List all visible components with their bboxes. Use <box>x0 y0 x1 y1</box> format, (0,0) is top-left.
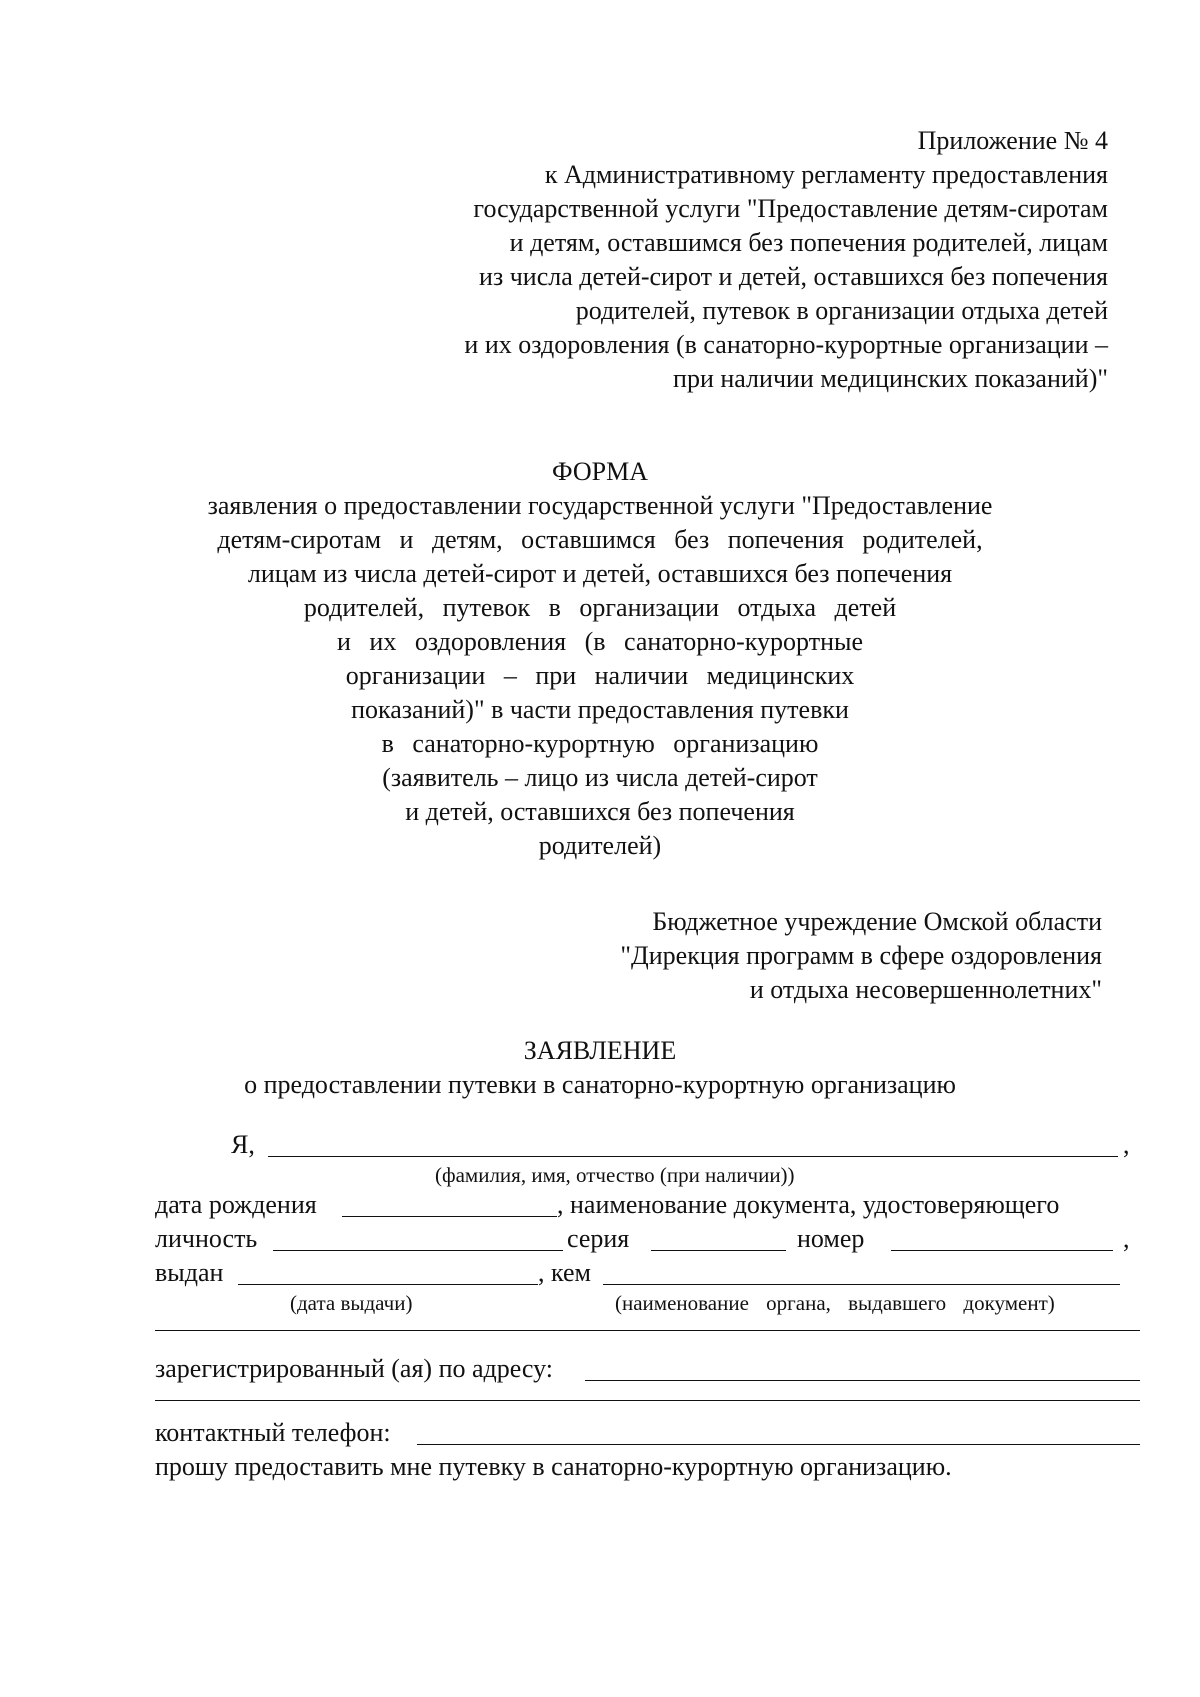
birth-row <box>155 1188 1140 1222</box>
form-heading-line: детям-сиротам и детям, оставшимся без попечения родителей, <box>217 525 983 554</box>
issue-date-field[interactable] <box>238 1260 538 1285</box>
form-heading-line: организации – при наличии медицинских <box>345 661 855 690</box>
appendix-line: Приложение № 4 <box>917 126 1108 155</box>
issued-by-label: , кем <box>538 1258 591 1287</box>
form-heading-line: показаний)" в части предоставления путевки <box>351 695 849 724</box>
appendix-line: родителей, путевок в организации отдыха детей <box>575 296 1108 325</box>
form-heading-line: и их оздоровления (в санаторно-курортные <box>336 627 863 656</box>
recipient-line: "Дирекция программ в сфере оздоровления <box>620 941 1102 970</box>
issuer-field[interactable] <box>603 1260 1120 1285</box>
name-caption: (фамилия, имя, отчество (при наличии)) <box>435 1163 795 1187</box>
application-heading <box>0 1034 1200 1102</box>
issued-row <box>155 1256 1140 1290</box>
form-title: ФОРМА <box>552 457 648 486</box>
form-heading-line: родителей) <box>538 831 662 860</box>
application-fields <box>155 1128 1140 1484</box>
recipient-line: и отдыха несовершеннолетних" <box>749 975 1102 1004</box>
issued-caption-row <box>155 1290 1140 1316</box>
i-label: Я, <box>231 1130 255 1159</box>
address-field[interactable] <box>585 1356 1140 1381</box>
appendix-line: и их оздоровления (в санаторно-курортные организации – <box>464 330 1108 359</box>
form-heading-line: заявления о предоставлении государственной услуги "Предоставление <box>207 491 993 520</box>
number-field[interactable] <box>891 1226 1113 1251</box>
name-row <box>155 1128 1140 1162</box>
identity-label: личность <box>155 1224 258 1253</box>
application-subtitle: о предоставлении путевки в санаторно-курортную организацию <box>244 1070 956 1099</box>
birth-label: дата рождения <box>155 1190 317 1219</box>
address-row <box>155 1352 1140 1386</box>
issue-date-caption: (дата выдачи) <box>290 1291 413 1315</box>
birth-date-field[interactable] <box>342 1192 557 1217</box>
appendix-header <box>348 124 1108 396</box>
document-name-field[interactable] <box>273 1226 563 1251</box>
form-heading-line: родителей, путевок в организации отдыха детей <box>303 593 897 622</box>
issuer-continuation-row <box>155 1316 1140 1352</box>
name-caption-row <box>155 1162 1140 1188</box>
identity-row <box>155 1222 1140 1256</box>
name-comma: , <box>1123 1130 1130 1159</box>
appendix-line: государственной услуги "Предоставление детям-сиротам <box>473 194 1108 223</box>
full-name-field[interactable] <box>268 1132 1118 1157</box>
address-continuation-field[interactable] <box>155 1400 1140 1401</box>
address-label: зарегистрированный (ая) по адресу: <box>155 1354 554 1383</box>
appendix-line: и детям, оставшимся без попечения родителей, лицам <box>509 228 1108 257</box>
address-continuation-row <box>155 1386 1140 1416</box>
phone-row <box>155 1416 1140 1450</box>
form-heading-line: (заявитель – лицо из числа детей-сирот <box>382 763 818 792</box>
form-heading-line: лицам из числа детей-сирот и детей, оставшихся без попечения <box>247 559 953 588</box>
document-label: , наименование документа, удостоверяющего <box>557 1190 1060 1219</box>
phone-label: контактный телефон: <box>155 1418 391 1447</box>
form-heading <box>0 455 1200 863</box>
application-title: ЗАЯВЛЕНИЕ <box>523 1036 677 1065</box>
identity-comma: , <box>1123 1224 1130 1253</box>
issued-label: выдан <box>155 1258 224 1287</box>
issuer-caption: (наименование органа, выдавшего документ) <box>615 1291 1055 1315</box>
recipient-line: Бюджетное учреждение Омской области <box>652 907 1102 936</box>
appendix-line: из числа детей-сирот и детей, оставшихся без попечения <box>479 262 1108 291</box>
request-text: прошу предоставить мне путевку в санаторно-курортную организацию. <box>155 1452 952 1481</box>
series-field[interactable] <box>651 1226 786 1251</box>
recipient-block <box>620 905 1102 1007</box>
appendix-line: при наличии медицинских показаний)" <box>673 364 1108 393</box>
form-heading-line: в санаторно-курортную организацию <box>381 729 819 758</box>
series-label: серия <box>567 1224 630 1253</box>
number-label: номер <box>797 1224 865 1253</box>
request-row <box>155 1450 1140 1484</box>
form-heading-line: и детей, оставшихся без попечения <box>405 797 795 826</box>
appendix-line: к Административному регламенту предоставления <box>544 160 1108 189</box>
phone-field[interactable] <box>417 1420 1140 1445</box>
issuer-continuation-field[interactable] <box>155 1330 1140 1331</box>
